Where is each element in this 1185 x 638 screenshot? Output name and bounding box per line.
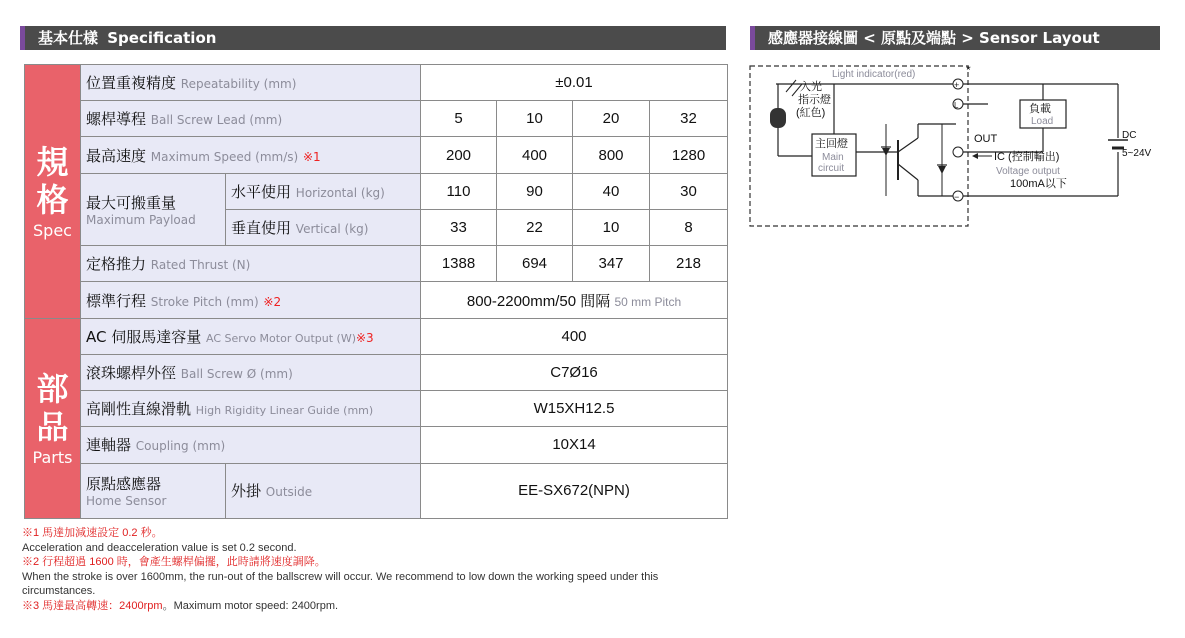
value-thrust-4: 218 xyxy=(650,246,728,282)
label-zh: 原點感應器 xyxy=(86,475,162,494)
label-load-zh: 負載 xyxy=(1029,103,1051,115)
value-speed-1: 200 xyxy=(421,137,497,173)
label-zh: 最大可搬重量 xyxy=(86,193,177,212)
label-main-zh: 主回燈 xyxy=(815,138,848,150)
value-stroke-small: 50 mm Pitch xyxy=(614,294,682,309)
label-zh: 定格推力 xyxy=(86,255,147,274)
label-light-indicator: Light indicator(red) xyxy=(832,69,916,80)
label-ballscrew xyxy=(81,354,421,390)
label-home xyxy=(81,463,226,518)
table-row-ballscrew xyxy=(25,354,728,390)
label-load-en: Load xyxy=(1031,116,1054,127)
value-lead-4: 32 xyxy=(650,101,728,137)
label-en: Maximum Speed (mm/s) xyxy=(150,149,299,164)
category-parts xyxy=(25,318,81,518)
label-en: Rated Thrust (N) xyxy=(150,258,251,273)
sensor-section-header xyxy=(750,26,1160,50)
l-sign-icon: L xyxy=(954,101,959,110)
label-main-en2: circuit xyxy=(818,163,845,174)
table-row-stroke xyxy=(25,282,728,318)
value-horizontal-2: 90 xyxy=(497,173,573,209)
table-row-thrust xyxy=(25,246,728,282)
table-row-repeatability xyxy=(25,65,728,101)
label-lead xyxy=(81,101,421,137)
category-spec xyxy=(25,65,81,319)
value-horizontal-1: 110 xyxy=(421,173,497,209)
label-stroke xyxy=(81,282,421,318)
label-en: Ball Screw Lead (mm) xyxy=(150,113,283,128)
value-motor: 400 xyxy=(421,318,728,354)
label-payload xyxy=(81,173,226,245)
label-guide xyxy=(81,391,421,427)
label-en: Ball Screw Ø (mm) xyxy=(180,366,293,381)
sensor-wiring-diagram xyxy=(748,60,1162,230)
value-stroke xyxy=(421,282,728,318)
led-icon xyxy=(770,108,786,128)
value-speed-3: 800 xyxy=(573,137,650,173)
label-asterisk: * xyxy=(966,63,971,77)
category-spec-zh: 規格 xyxy=(36,142,69,219)
value-thrust-1: 1388 xyxy=(421,246,497,282)
value-lead-2: 10 xyxy=(497,101,573,137)
value-stroke-main: 800-2200mm/50 間隔 xyxy=(466,292,611,310)
note-2-zh: ※2 行程超過 1600 時，會產生螺桿偏擺，此時請將速度調降。 xyxy=(22,556,326,568)
value-thrust-2: 694 xyxy=(497,246,573,282)
note-1-zh: ※1 馬達加減速設定 0.2 秒。 xyxy=(22,527,163,539)
value-speed-4: 1280 xyxy=(650,137,728,173)
label-en: Vertical (kg) xyxy=(295,222,369,237)
label-motor xyxy=(81,318,421,354)
table-row-motor xyxy=(25,318,728,354)
value-home: EE-SX672(NPN) xyxy=(421,463,728,518)
label-home-sub xyxy=(226,463,421,518)
value-repeatability: ±0.01 xyxy=(421,65,728,101)
terminal-out-icon xyxy=(953,147,963,157)
category-parts-zh: 部品 xyxy=(36,369,69,446)
note-3-zh: ※3 馬達最高轉速：2400rpm xyxy=(22,599,163,612)
value-ballscrew: C7Ø16 xyxy=(421,354,728,390)
label-vertical xyxy=(226,209,421,245)
note-3-en: 。Maximum motor speed: 2400rpm. xyxy=(162,599,339,612)
label-zh: AC 伺服馬達容量 xyxy=(86,327,202,346)
label-current: 100mA以下 xyxy=(1010,178,1067,190)
label-zh: 高剛性直線滑軌 xyxy=(86,400,192,419)
label-incident-light: 入光 xyxy=(800,81,822,93)
label-zh: 滾珠螺桿外徑 xyxy=(86,363,177,382)
value-speed-2: 400 xyxy=(497,137,573,173)
label-en: Repeatability (mm) xyxy=(180,77,297,92)
value-vertical-2: 22 xyxy=(497,209,573,245)
label-zh: 外掛 xyxy=(231,482,262,501)
table-row-lead xyxy=(25,101,728,137)
label-zh: 連軸器 xyxy=(86,436,132,455)
label-indicator-lamp: 指示燈 xyxy=(798,94,831,106)
value-horizontal-4: 30 xyxy=(650,173,728,209)
sensor-header-text: 感應器接線圖 < 原點及端點 > Sensor Layout xyxy=(768,29,1100,47)
label-thrust xyxy=(81,246,421,282)
label-en: Stroke Pitch (mm) xyxy=(150,294,259,309)
label-voltage-output: Voltage output xyxy=(996,166,1060,177)
table-row-speed xyxy=(25,137,728,173)
note-3 xyxy=(22,599,722,614)
label-zh: 螺桿導程 xyxy=(86,110,147,129)
label-horizontal xyxy=(226,173,421,209)
label-en: Horizontal (kg) xyxy=(295,185,385,200)
label-zh: 水平使用 xyxy=(231,182,292,201)
label-coupling xyxy=(81,427,421,463)
note-mark: ※2 xyxy=(263,294,282,309)
table-row-guide xyxy=(25,391,728,427)
category-parts-en: Parts xyxy=(32,447,73,467)
spec-table xyxy=(24,64,728,519)
minus-sign-icon: − xyxy=(954,192,960,202)
value-horizontal-3: 40 xyxy=(573,173,650,209)
sensor-boundary xyxy=(750,66,968,226)
spec-header-en: Specification xyxy=(107,29,217,47)
spec-section-header xyxy=(20,26,726,50)
label-en: Outside xyxy=(265,485,313,500)
label-zh: 最高速度 xyxy=(86,146,147,165)
value-guide: W15XH12.5 xyxy=(421,391,728,427)
footnotes xyxy=(22,526,722,613)
table-row-payload-horizontal xyxy=(25,173,728,209)
label-red-color: (紅色) xyxy=(796,107,826,119)
label-ic: IC (控制輸出) xyxy=(994,151,1060,163)
value-coupling: 10X14 xyxy=(421,427,728,463)
value-vertical-4: 8 xyxy=(650,209,728,245)
note-mark: ※3 xyxy=(356,330,374,345)
table-row-home-sensor xyxy=(25,463,728,518)
label-zh: 位置重複精度 xyxy=(86,74,177,93)
label-out: OUT xyxy=(974,133,998,145)
label-repeatability xyxy=(81,65,421,101)
note-mark: ※1 xyxy=(303,149,321,164)
value-thrust-3: 347 xyxy=(573,246,650,282)
spec-header-zh: 基本仕樣 xyxy=(38,29,99,47)
note-1-en: Acceleration and deacceleration value is set 0.2 second. xyxy=(22,541,297,554)
value-lead-1: 5 xyxy=(421,101,497,137)
label-zh: 標準行程 xyxy=(86,291,147,310)
category-spec-en: Spec xyxy=(33,220,72,240)
label-dc: DC xyxy=(1122,130,1137,141)
plus-sign-icon: + xyxy=(954,80,960,90)
label-en: Maximum Payload xyxy=(86,212,196,227)
current-arrow-icon xyxy=(972,153,978,159)
table-row-coupling xyxy=(25,427,728,463)
label-zh: 垂直使用 xyxy=(231,219,292,238)
value-vertical-1: 33 xyxy=(421,209,497,245)
label-en: AC Servo Motor Output (W) xyxy=(206,331,356,345)
label-dc-range: 5~24V xyxy=(1122,148,1152,159)
label-speed xyxy=(81,137,421,173)
label-en: High Rigidity Linear Guide (mm) xyxy=(195,404,374,418)
note-2-en: When the stroke is over 1600mm, the run-out of the ballscrew will occur. We recommend to low down the working speed under this circumstances. xyxy=(22,570,659,597)
value-lead-3: 20 xyxy=(573,101,650,137)
value-vertical-3: 10 xyxy=(573,209,650,245)
label-en: Home Sensor xyxy=(86,494,167,509)
label-en: Coupling (mm) xyxy=(135,439,226,454)
label-main-en1: Main xyxy=(822,152,844,163)
